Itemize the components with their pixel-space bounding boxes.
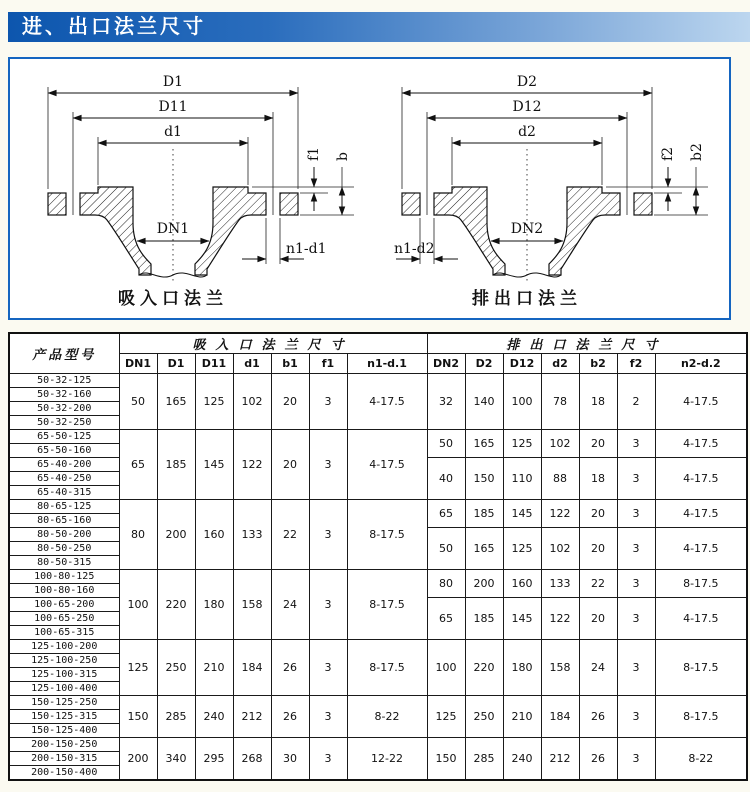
- discharge-value-cell: 20: [579, 598, 617, 640]
- model-cell: 65-40-200: [9, 458, 119, 472]
- discharge-value-cell: 184: [541, 696, 579, 738]
- product-model-header: 产品型号: [9, 333, 119, 374]
- suction-value-cell: 184: [233, 640, 271, 696]
- dim-label-b2: b2: [689, 143, 705, 161]
- suction-value-cell: 268: [233, 738, 271, 780]
- discharge-value-cell: 4-17.5: [655, 458, 747, 500]
- model-cell: 150-125-400: [9, 724, 119, 738]
- model-cell: 200-150-315: [9, 752, 119, 766]
- suction-value-cell: 125: [195, 374, 233, 430]
- model-cell: 80-50-250: [9, 542, 119, 556]
- discharge-value-cell: 110: [503, 458, 541, 500]
- discharge-value-cell: 102: [541, 430, 579, 458]
- discharge-value-cell: 4-17.5: [655, 500, 747, 528]
- model-cell: 150-125-250: [9, 696, 119, 710]
- discharge-value-cell: 185: [465, 500, 503, 528]
- discharge-value-cell: 4-17.5: [655, 528, 747, 570]
- model-cell: 50-32-200: [9, 402, 119, 416]
- discharge-value-cell: 18: [579, 458, 617, 500]
- table-row: [9, 738, 747, 752]
- model-cell: 100-65-250: [9, 612, 119, 626]
- suction-value-cell: 80: [119, 500, 157, 570]
- table-row: [9, 696, 747, 710]
- suction-value-cell: 102: [233, 374, 271, 430]
- model-cell: 100-65-200: [9, 598, 119, 612]
- suction-value-cell: 145: [195, 430, 233, 500]
- suction-value-cell: 30: [271, 738, 309, 780]
- discharge-value-cell: 20: [579, 500, 617, 528]
- discharge-value-cell: 250: [465, 696, 503, 738]
- suction-value-cell: 8-22: [347, 696, 427, 738]
- discharge-value-cell: 285: [465, 738, 503, 780]
- model-cell: 80-50-315: [9, 556, 119, 570]
- column-header: DN2: [427, 354, 465, 374]
- dim-label-n1-d1: n1-d1: [286, 241, 327, 257]
- discharge-value-cell: 150: [465, 458, 503, 500]
- discharge-value-cell: 26: [579, 738, 617, 780]
- column-header: D1: [157, 354, 195, 374]
- model-cell: 80-65-160: [9, 514, 119, 528]
- suction-value-cell: 3: [309, 696, 347, 738]
- discharge-value-cell: 125: [503, 528, 541, 570]
- model-cell: 125-100-250: [9, 654, 119, 668]
- suction-caption: 吸入口法兰: [118, 289, 228, 309]
- diagram-panel: [8, 57, 731, 320]
- column-header: f1: [309, 354, 347, 374]
- discharge-value-cell: 100: [427, 640, 465, 696]
- column-header: D11: [195, 354, 233, 374]
- suction-section-header: 吸入口法兰尺寸: [119, 333, 427, 354]
- discharge-value-cell: 3: [617, 696, 655, 738]
- discharge-value-cell: 180: [503, 640, 541, 696]
- discharge-flange-diagram: [392, 63, 722, 313]
- column-header: b2: [579, 354, 617, 374]
- suction-value-cell: 22: [271, 500, 309, 570]
- column-header: n1-d.1: [347, 354, 427, 374]
- suction-value-cell: 65: [119, 430, 157, 500]
- suction-value-cell: 20: [271, 430, 309, 500]
- column-header: n2-d.2: [655, 354, 747, 374]
- section-banner: 进、出口法兰尺寸: [8, 12, 750, 42]
- discharge-value-cell: 3: [617, 738, 655, 780]
- discharge-value-cell: 140: [465, 374, 503, 430]
- suction-value-cell: 200: [119, 738, 157, 780]
- discharge-value-cell: 125: [427, 696, 465, 738]
- suction-value-cell: 100: [119, 570, 157, 640]
- model-cell: 50-32-160: [9, 388, 119, 402]
- suction-value-cell: 212: [233, 696, 271, 738]
- discharge-value-cell: 240: [503, 738, 541, 780]
- dim-label-f1: f1: [306, 146, 322, 161]
- suction-value-cell: 295: [195, 738, 233, 780]
- discharge-value-cell: 3: [617, 640, 655, 696]
- suction-value-cell: 125: [119, 640, 157, 696]
- suction-value-cell: 50: [119, 374, 157, 430]
- dim-label-D1: D1: [162, 74, 184, 90]
- model-cell: 125-100-315: [9, 668, 119, 682]
- discharge-value-cell: 3: [617, 570, 655, 598]
- header-row-columns: [9, 354, 747, 374]
- dim-label-f2: f2: [660, 146, 676, 161]
- discharge-value-cell: 50: [427, 430, 465, 458]
- model-cell: 50-32-125: [9, 374, 119, 388]
- discharge-value-cell: 150: [427, 738, 465, 780]
- discharge-value-cell: 65: [427, 598, 465, 640]
- flange-dimensions-table: [8, 332, 748, 781]
- dim-label-n1-d2: n1-d2: [394, 241, 435, 257]
- discharge-value-cell: 210: [503, 696, 541, 738]
- discharge-value-cell: 26: [579, 696, 617, 738]
- model-cell: 65-40-315: [9, 486, 119, 500]
- dim-label-d2: d2: [518, 124, 536, 140]
- suction-value-cell: 133: [233, 500, 271, 570]
- discharge-value-cell: 145: [503, 598, 541, 640]
- suction-value-cell: 8-17.5: [347, 500, 427, 570]
- discharge-value-cell: 102: [541, 528, 579, 570]
- model-cell: 65-50-125: [9, 430, 119, 444]
- suction-value-cell: 3: [309, 640, 347, 696]
- suction-value-cell: 3: [309, 500, 347, 570]
- suction-value-cell: 20: [271, 374, 309, 430]
- suction-value-cell: 285: [157, 696, 195, 738]
- discharge-value-cell: 125: [503, 430, 541, 458]
- discharge-value-cell: 4-17.5: [655, 430, 747, 458]
- discharge-value-cell: 133: [541, 570, 579, 598]
- model-cell: 65-40-250: [9, 472, 119, 486]
- discharge-value-cell: 3: [617, 430, 655, 458]
- suction-value-cell: 340: [157, 738, 195, 780]
- discharge-value-cell: 3: [617, 500, 655, 528]
- discharge-value-cell: 8-17.5: [655, 640, 747, 696]
- table-row: [9, 374, 747, 388]
- discharge-value-cell: 88: [541, 458, 579, 500]
- suction-value-cell: 26: [271, 696, 309, 738]
- discharge-value-cell: 65: [427, 500, 465, 528]
- suction-value-cell: 185: [157, 430, 195, 500]
- discharge-value-cell: 165: [465, 430, 503, 458]
- suction-value-cell: 165: [157, 374, 195, 430]
- suction-value-cell: 8-17.5: [347, 570, 427, 640]
- suction-value-cell: 150: [119, 696, 157, 738]
- discharge-value-cell: 78: [541, 374, 579, 430]
- suction-value-cell: 210: [195, 640, 233, 696]
- discharge-value-cell: 20: [579, 528, 617, 570]
- model-cell: 50-32-250: [9, 416, 119, 430]
- suction-value-cell: 12-22: [347, 738, 427, 780]
- suction-flange-diagram: [38, 63, 368, 313]
- discharge-value-cell: 22: [579, 570, 617, 598]
- model-cell: 100-80-160: [9, 584, 119, 598]
- discharge-value-cell: 2: [617, 374, 655, 430]
- discharge-value-cell: 165: [465, 528, 503, 570]
- table-row: [9, 430, 747, 444]
- column-header: f2: [617, 354, 655, 374]
- suction-value-cell: 4-17.5: [347, 430, 427, 500]
- suction-value-cell: 3: [309, 570, 347, 640]
- suction-value-cell: 122: [233, 430, 271, 500]
- discharge-value-cell: 160: [503, 570, 541, 598]
- model-cell: 125-100-200: [9, 640, 119, 654]
- discharge-value-cell: 122: [541, 598, 579, 640]
- discharge-value-cell: 3: [617, 598, 655, 640]
- table-row: [9, 500, 747, 514]
- suction-value-cell: 180: [195, 570, 233, 640]
- discharge-value-cell: 3: [617, 458, 655, 500]
- discharge-value-cell: 8-17.5: [655, 696, 747, 738]
- column-header: D12: [503, 354, 541, 374]
- dim-label-D2: D2: [516, 74, 538, 90]
- header-row-sections: [9, 333, 747, 354]
- model-cell: 65-50-160: [9, 444, 119, 458]
- discharge-caption: 排出口法兰: [472, 289, 582, 309]
- suction-value-cell: 3: [309, 374, 347, 430]
- suction-value-cell: 240: [195, 696, 233, 738]
- suction-value-cell: 160: [195, 500, 233, 570]
- discharge-value-cell: 220: [465, 640, 503, 696]
- discharge-section-header: 排出口法兰尺寸: [427, 333, 747, 354]
- discharge-value-cell: 8-17.5: [655, 570, 747, 598]
- discharge-value-cell: 24: [579, 640, 617, 696]
- model-cell: 200-150-400: [9, 766, 119, 780]
- discharge-value-cell: 32: [427, 374, 465, 430]
- dim-label-DN1: DN1: [156, 221, 190, 237]
- suction-value-cell: 8-17.5: [347, 640, 427, 696]
- suction-value-cell: 220: [157, 570, 195, 640]
- suction-value-cell: 250: [157, 640, 195, 696]
- suction-value-cell: 3: [309, 430, 347, 500]
- suction-value-cell: 3: [309, 738, 347, 780]
- discharge-value-cell: 50: [427, 528, 465, 570]
- discharge-value-cell: 4-17.5: [655, 598, 747, 640]
- discharge-value-cell: 200: [465, 570, 503, 598]
- discharge-value-cell: 40: [427, 458, 465, 500]
- dim-label-b: b: [335, 152, 351, 161]
- suction-value-cell: 26: [271, 640, 309, 696]
- discharge-value-cell: 122: [541, 500, 579, 528]
- discharge-value-cell: 212: [541, 738, 579, 780]
- flange-dimension-table-wrap: [8, 332, 748, 781]
- discharge-value-cell: 100: [503, 374, 541, 430]
- suction-value-cell: 200: [157, 500, 195, 570]
- dim-label-d1: d1: [164, 124, 182, 140]
- column-header: b1: [271, 354, 309, 374]
- suction-value-cell: 4-17.5: [347, 374, 427, 430]
- discharge-value-cell: 18: [579, 374, 617, 430]
- column-header: D2: [465, 354, 503, 374]
- model-cell: 200-150-250: [9, 738, 119, 752]
- column-header: DN1: [119, 354, 157, 374]
- discharge-value-cell: 4-17.5: [655, 374, 747, 430]
- dim-label-D12: D12: [512, 99, 542, 115]
- suction-value-cell: 24: [271, 570, 309, 640]
- discharge-value-cell: 145: [503, 500, 541, 528]
- discharge-value-cell: 20: [579, 430, 617, 458]
- table-row: [9, 570, 747, 584]
- model-cell: 80-50-200: [9, 528, 119, 542]
- column-header: d1: [233, 354, 271, 374]
- table-row: [9, 640, 747, 654]
- suction-value-cell: 158: [233, 570, 271, 640]
- discharge-value-cell: 158: [541, 640, 579, 696]
- model-cell: 100-65-315: [9, 626, 119, 640]
- model-cell: 125-100-400: [9, 682, 119, 696]
- model-cell: 150-125-315: [9, 710, 119, 724]
- dim-label-D11: D11: [158, 99, 188, 115]
- dim-label-DN2: DN2: [510, 221, 544, 237]
- discharge-value-cell: 8-22: [655, 738, 747, 780]
- model-cell: 80-65-125: [9, 500, 119, 514]
- model-cell: 100-80-125: [9, 570, 119, 584]
- column-header: d2: [541, 354, 579, 374]
- discharge-value-cell: 80: [427, 570, 465, 598]
- discharge-value-cell: 3: [617, 528, 655, 570]
- discharge-value-cell: 185: [465, 598, 503, 640]
